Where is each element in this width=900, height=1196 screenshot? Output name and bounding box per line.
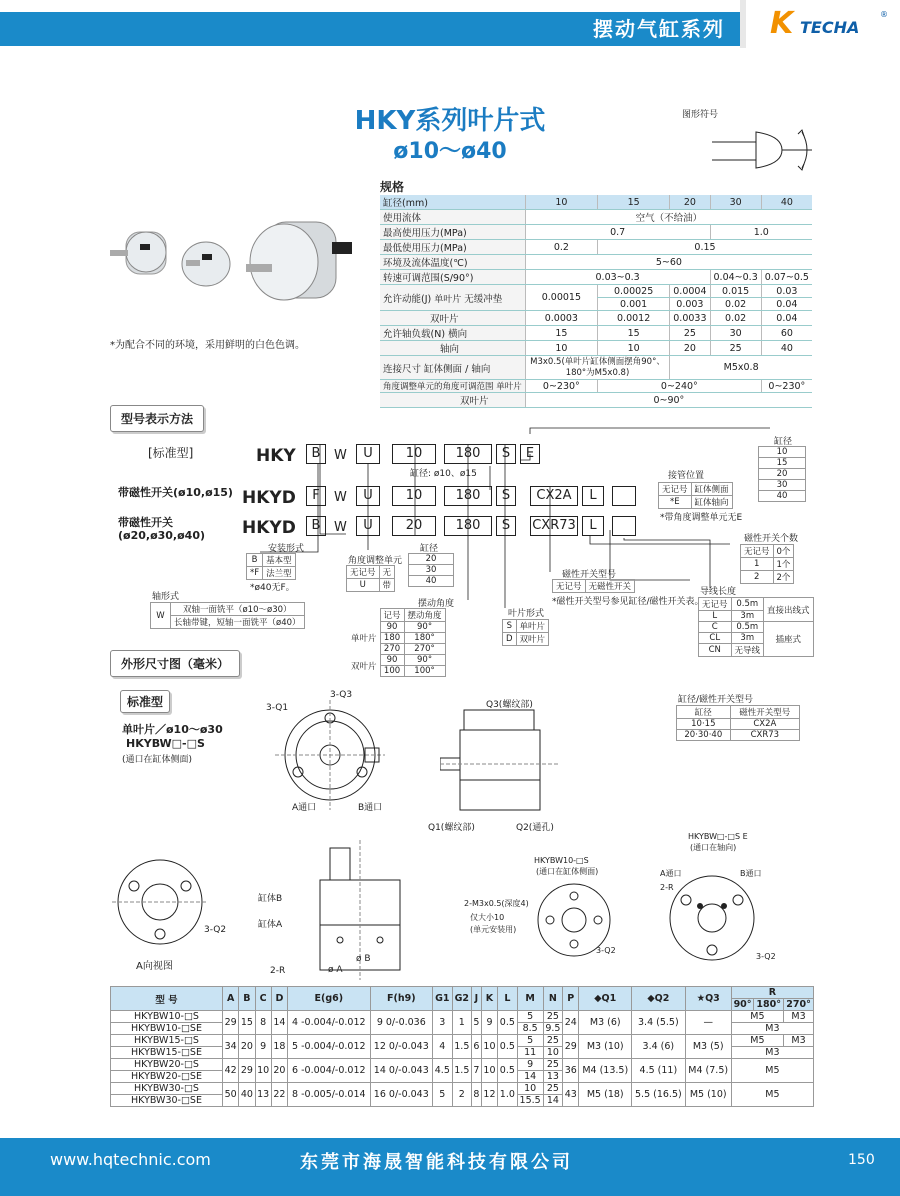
model-angle: 180	[444, 486, 492, 506]
model-bore: 20	[392, 516, 436, 536]
table-row: W 双轴一面铣平（ø10～ø30）	[151, 603, 305, 616]
table-row: HKYBW15-□SE 11 10 M3	[111, 1047, 814, 1059]
hk10-label: HKYBW10-□S	[534, 856, 589, 865]
model-angle: 180	[444, 444, 492, 464]
switch-table	[676, 705, 800, 741]
q3-thread-label: Q3(螺纹部)	[486, 700, 533, 710]
product-photo	[106, 212, 356, 322]
brand-k: K	[770, 6, 794, 41]
shaft-title: 轴形式	[152, 592, 180, 602]
bore-note: 缸径: ø10、ø15	[410, 469, 477, 479]
drawing-section-label: 外形尺寸图（毫米）	[110, 650, 240, 677]
table-row: 转速可调范围(S/90°) 0.03~0.3 0.04~0.3 0.07~0.5	[380, 270, 812, 285]
table-row: HKYBW20-□S 42 29 10 20 6 -0.004/-0.012 14 0/-0.043 4.5 1.5 7 10 0.5 9 25 36 M4 (13.5) 4.5 (11) M4 (7.5) M5	[111, 1059, 814, 1071]
standard-type-label: [标准型]	[148, 446, 194, 460]
table-row: C 0.5m 插座式	[699, 622, 814, 633]
table-row: 无记号 缸体侧面	[659, 483, 733, 496]
a-view-drawing	[112, 852, 222, 952]
table-row: CN 无导线	[699, 644, 814, 657]
phi-b-label: ø B	[356, 954, 371, 964]
table-row: 双叶片 0~90°	[380, 393, 812, 408]
q1-thread-label: Q1(螺纹部)	[428, 823, 475, 833]
table-row: 0.001 0.003 0.02 0.04	[380, 298, 812, 311]
table-row: HKYBW30-□S 50 40 13 22 8 -0.005/-0.014 16 0/-0.043 5 2 8 12 1.0 10 25 43 M5 (18) 5.5 (16.5) M5 (10) M5	[111, 1083, 814, 1095]
table-row: 2 2个	[741, 571, 794, 584]
mount-note: *ø40无F。	[250, 583, 295, 593]
model-lead: L	[582, 516, 604, 536]
mount-title: 安装形式	[268, 544, 305, 554]
drawing-std-label: 标准型	[120, 690, 170, 713]
table-row: 10·15 CX2A	[677, 719, 800, 730]
bore2-table	[408, 553, 454, 587]
model-adjust: U	[356, 516, 380, 536]
switch-type-note: *磁性开关型号参见缸径/磁性开关表。	[552, 597, 704, 607]
model-vane: S	[496, 444, 516, 464]
model-vane: S	[496, 516, 516, 536]
table-row: D 双叶片	[503, 633, 549, 646]
table-row: U 带	[347, 579, 395, 592]
model-mount: B	[306, 444, 326, 464]
table-row: 最高使用压力(MPa) 0.7 1.0	[380, 225, 812, 240]
drawing-model: HKYBW□-□S	[126, 737, 205, 750]
table-row: 180 180°	[348, 633, 445, 644]
m3-note: 仅大小10	[470, 913, 505, 922]
table-row: 双叶片 90 90°	[348, 655, 445, 666]
table-row: B 基本型	[247, 554, 296, 567]
table-row: 无记号 0个	[741, 545, 794, 558]
phi-a-label: ø A	[328, 965, 343, 975]
table-row: HKYBW15-□S 34 20 9 18 5 -0.004/-0.012 12 0/-0.043 4 1.5 6 10 0.5 5 25 29 M3 (10) 3.4 (6) M3 (5) M5 M3	[111, 1035, 814, 1047]
hk10-port-label: (通口在缸体侧面)	[536, 867, 599, 876]
two-r-label-2: 2-R	[660, 883, 674, 892]
table-row: 角度调整单元的角度可调范围 单叶片 0~230° 0~240° 0~230°	[380, 380, 812, 393]
table-row: 20·30·40 CXR73	[677, 730, 800, 741]
brand-text: TECHA	[800, 18, 860, 37]
drawing-port: (通口在缸体侧面)	[122, 755, 193, 765]
q2-hole-label: Q2(通孔)	[516, 823, 554, 833]
mag-switch-label-2: 带磁性开关(ø20,ø30,ø40)	[118, 516, 206, 542]
series-title: 摆动气缸系列	[593, 17, 725, 41]
b-port-label-2: B通口	[740, 869, 762, 878]
angle-table	[348, 608, 446, 677]
table-row: HKYBW20-□SE 14 13	[111, 1071, 814, 1083]
table-row: HKYBW30-□SE 15.5 14	[111, 1095, 814, 1107]
spec-note: *为配合不同的环境，采用鲜明的白色色调。	[110, 340, 305, 351]
model-switch: CX2A	[530, 486, 578, 506]
table-row: 10	[759, 447, 806, 458]
pneumatic-symbol-icon	[712, 118, 822, 176]
table-row: *F 法兰型	[247, 567, 296, 580]
model-bore: 10	[392, 486, 436, 506]
lead-table	[698, 597, 814, 657]
table-row: 缸径 磁性开关型号	[677, 706, 800, 719]
table-row: 允许动能(J) 单叶片 无缓冲垫 0.00015 0.00025 0.0004 0.015 0.03	[380, 285, 812, 298]
q2-label: 3-Q2	[204, 925, 227, 935]
switch-table-title: 缸径/磁性开关型号	[678, 695, 754, 705]
vane-table	[502, 619, 549, 646]
table-row: 270 270°	[348, 644, 445, 655]
page-number: 150	[848, 1152, 875, 1168]
model-angle: 180	[444, 516, 492, 536]
table-row: CL 3m	[699, 633, 814, 644]
pipe-table	[658, 482, 733, 509]
q2-label-3: 3-Q2	[756, 952, 776, 961]
table-row: HKYBW10-□SE 8.5 9.5 M3	[111, 1023, 814, 1035]
table-row: 40	[409, 576, 454, 587]
table-row: 记号 摆动角度	[348, 609, 445, 622]
switch-count-table	[740, 544, 794, 584]
model-mount: B	[306, 516, 326, 536]
model-prefix: HKYD	[242, 518, 296, 538]
table-row: 无记号 无	[347, 566, 395, 579]
brand-reg: ®	[880, 10, 888, 19]
model-lead: L	[582, 486, 604, 506]
table-row: 40	[759, 491, 806, 502]
a-port-label: A通口	[292, 803, 317, 813]
model-prefix: HKYD	[242, 488, 296, 508]
pipe-title: 接管位置	[668, 471, 705, 481]
footer-url[interactable]: www.hqtechnic.com	[50, 1150, 211, 1169]
adjust-table	[346, 565, 395, 592]
table-row: 使用流体 空气（不给油）	[380, 210, 812, 225]
model-shaft: W	[334, 448, 347, 463]
b-port-label: B通口	[358, 803, 383, 813]
hke-drawing	[664, 870, 764, 970]
switch-count-title: 磁性开关个数	[744, 534, 799, 544]
model-pipe: E	[520, 444, 540, 464]
hke-label: HKYBW□-□S E	[688, 832, 748, 841]
bore-title: 缸径	[774, 437, 793, 447]
table-row: 最低使用压力(MPa) 0.2 0.15	[380, 240, 812, 255]
q2-label-2: 3-Q2	[596, 946, 616, 955]
table-row: 20	[409, 554, 454, 565]
a-port-label-2: A通口	[660, 869, 682, 878]
table-row: 轴向 10 10 20 25 40	[380, 341, 812, 356]
adjust-title: 角度调整单元	[348, 556, 403, 566]
table-row: 允许轴负载(N) 横向 15 15 25 30 60	[380, 326, 812, 341]
model-shaft: W	[334, 490, 347, 505]
angle-title: 摆动角度	[418, 599, 455, 609]
table-row: 单叶片 90 90°	[348, 622, 445, 633]
model-prefix: HKY	[256, 446, 296, 466]
shaft-table	[150, 602, 305, 629]
switch-type-table	[552, 579, 635, 593]
symbol-label: 图形符号	[682, 110, 719, 120]
table-row: HKYBW10-□S 29 15 8 14 4 -0.004/-0.012 9 0/-0.036 3 1 5 9 0.5 5 25 24 M3 (6) 3.4 (5.5) — M5 M3	[111, 1011, 814, 1023]
drawing-single: 单叶片／ø10～ø30	[122, 723, 223, 736]
table-row: 90° 180° 270°	[111, 999, 814, 1011]
page-title: HKY系列叶片式	[354, 106, 546, 136]
table-row: L 3m	[699, 611, 814, 622]
dims-table	[110, 986, 814, 1107]
model-section-label: 型号表示方法	[110, 405, 204, 432]
table-row: 15	[759, 458, 806, 469]
mount-table	[246, 553, 296, 580]
side-view-drawing	[440, 700, 560, 820]
pipe-note: *带角度调整单元无E	[660, 513, 743, 523]
two-r-label: 2-R	[270, 966, 286, 976]
footer-company: 东莞市海晟智能科技有限公司	[300, 1152, 573, 1173]
table-row: 连接尺寸 缸体侧面 / 轴向 M3x0.5(单叶片缸体侧面摆角90°、180°为M5x0.8) M5x0.8	[380, 356, 812, 380]
body-b-label: 缸体B	[258, 894, 283, 904]
model-shaft: W	[334, 520, 347, 535]
spec-label: 规格	[380, 180, 405, 194]
table-row: 型 号 A B C D E(g6) F(h9) G1 G2 J K L M N P ◆Q1 ◆Q2 ★Q3 R	[111, 987, 814, 999]
switch-type-title: 磁性开关型号	[562, 570, 617, 580]
table-row: 1 1个	[741, 558, 794, 571]
model-mount: F	[306, 486, 326, 506]
page-subtitle: ø10～ø40	[393, 139, 507, 164]
table-row: 20	[759, 469, 806, 480]
bore2-title: 缸径	[420, 544, 439, 554]
hke-port-label: (通口在轴向)	[690, 843, 737, 852]
bore-table	[758, 446, 806, 502]
table-row: 缸径(mm) 10 15 20 30 40	[380, 195, 812, 210]
vane-title: 叶片形式	[508, 609, 545, 619]
model-adjust: U	[356, 444, 380, 464]
spec-table	[380, 195, 812, 408]
table-row: 30	[759, 480, 806, 491]
table-row: *E 缸体轴向	[659, 496, 733, 509]
model-adjust: U	[356, 486, 380, 506]
table-row: 环境及流体温度(℃) 5~60	[380, 255, 812, 270]
model-vane: S	[496, 486, 516, 506]
body-a-label: 缸体A	[258, 920, 283, 930]
a-view-label: A向视图	[136, 961, 173, 972]
model-switch: CXR73	[530, 516, 578, 536]
table-row: 100 100°	[348, 666, 445, 677]
table-row: 双叶片 0.0003 0.0012 0.0033 0.02 0.04	[380, 311, 812, 326]
table-row: 无记号 0.5m 直接出线式	[699, 598, 814, 611]
mag-switch-label-1: 带磁性开关(ø10,ø15)	[118, 486, 233, 499]
table-row: 长轴带键，短轴一面铣平（ø40）	[151, 616, 305, 629]
lead-title: 导线长度	[700, 587, 737, 597]
q3-label: 3-Q3	[330, 690, 353, 700]
m3-label: 2-M3x0.5(深度4)	[464, 899, 529, 908]
table-row: 30	[409, 565, 454, 576]
m3-note2: (单元安装用)	[470, 925, 517, 934]
model-bore: 10	[392, 444, 436, 464]
q1-label: 3-Q1	[266, 703, 289, 713]
table-row: S 单叶片	[503, 620, 549, 633]
table-row: 无记号 无磁性开关	[553, 580, 635, 593]
